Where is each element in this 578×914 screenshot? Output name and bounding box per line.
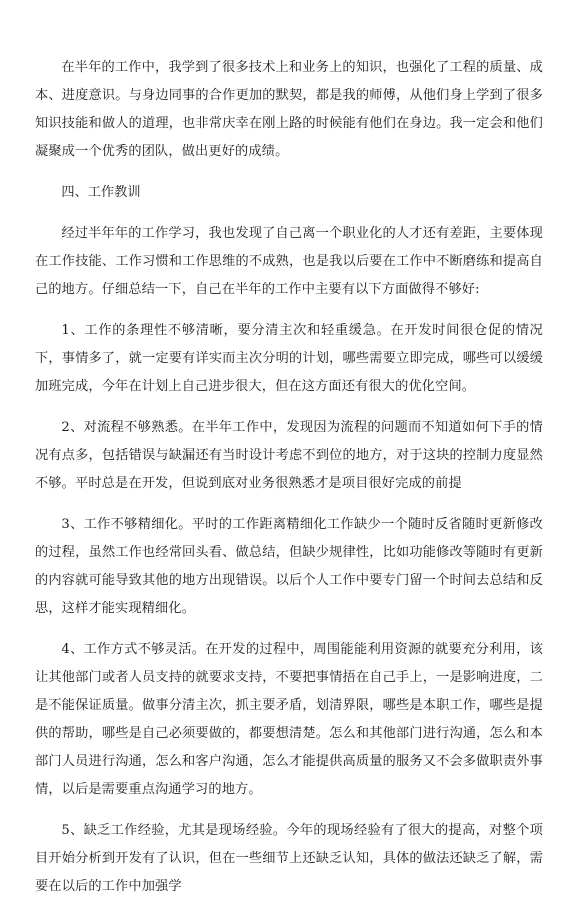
paragraph-lessons-intro: 经过半年年的工作学习，我也发现了自己离一个职业化的人才还有差距，主要体现在工作技能、工作习惯和工作思维的不成熟，也是我以后要在工作中不断磨练和提高自己的地方。仔细总结一下，自己在半年的工作中主要有以下方面做得不够好:: [35, 226, 543, 297]
paragraph-item-5: 5、缺乏工作经验，尤其是现场经验。今年的现场经验有了很大的提高，对整个项目开始分析到开发有了认识，但在一些细节上还缺乏认知，具体的做法还缺乏了解，需要在以后的工作中加强学: [35, 823, 543, 894]
paragraph-item-3: 3、工作不够精细化。平时的工作距离精细化工作缺少一个随时反省随时更新修改的过程，虽然工作也经常回头看、做总结，但缺少规律性，比如功能修改等随时有更新的内容就可能导致其他的地方出现错误。以后个人工作中要专门留一个时间去总结和反思，这样才能实现精细化。: [35, 517, 543, 616]
section-heading-lessons: 四、工作教训: [61, 185, 141, 200]
paragraph-item-2: 2、对流程不够熟悉。在半年工作中，发现因为流程的问题而不知道如何下手的情况有点多，包括错误与缺漏还有当时设计考虑不到位的地方，对于这块的控制力度显然不够。平时总是在开发，但说到底对业务很熟悉才是项目很好完成的前提: [35, 420, 543, 491]
paragraph-item-4: 4、工作方式不够灵活。在开发的过程中，周围能能利用资源的就要充分利用，该让其他部门或者人员支持的就要求支持，不要把事情捂在自己手上，一是影响进度，二是不能保证质量。做事分清主次，抓主要矛盾，划清界限，哪些是本职工作，哪些是提供的帮助，哪些是自己必须要做的，都要想清楚。怎么和其他部门进行沟通，怎么和本部门人员进行沟通，怎么和客户沟通，怎么才能提供高质量的服务又不会多做职责外事情，以后是需要重点沟通学习的地方。: [35, 642, 543, 797]
paragraph-summary: 在半年的工作中，我学到了很多技术上和业务上的知识，也强化了工程的质量、成本、进度意识。与身边同事的合作更加的默契，都是我的师傅，从他们身上学到了很多知识技能和做人的道理，也非常庆幸在刚上路的时候能有他们在身边。我一定会和他们凝聚成一个优秀的团队，做出更好的成绩。: [35, 60, 543, 159]
paragraph-item-1: 1、工作的条理性不够清晰，要分清主次和轻重缓急。在开发时间很仓促的情况下，事情多了，就一定要有详实而主次分明的计划，哪些需要立即完成，哪些可以缓缓加班完成，今年在计划上自己进步很大，但在这方面还有很大的优化空间。: [35, 323, 543, 394]
document-body: [35, 54, 543, 914]
